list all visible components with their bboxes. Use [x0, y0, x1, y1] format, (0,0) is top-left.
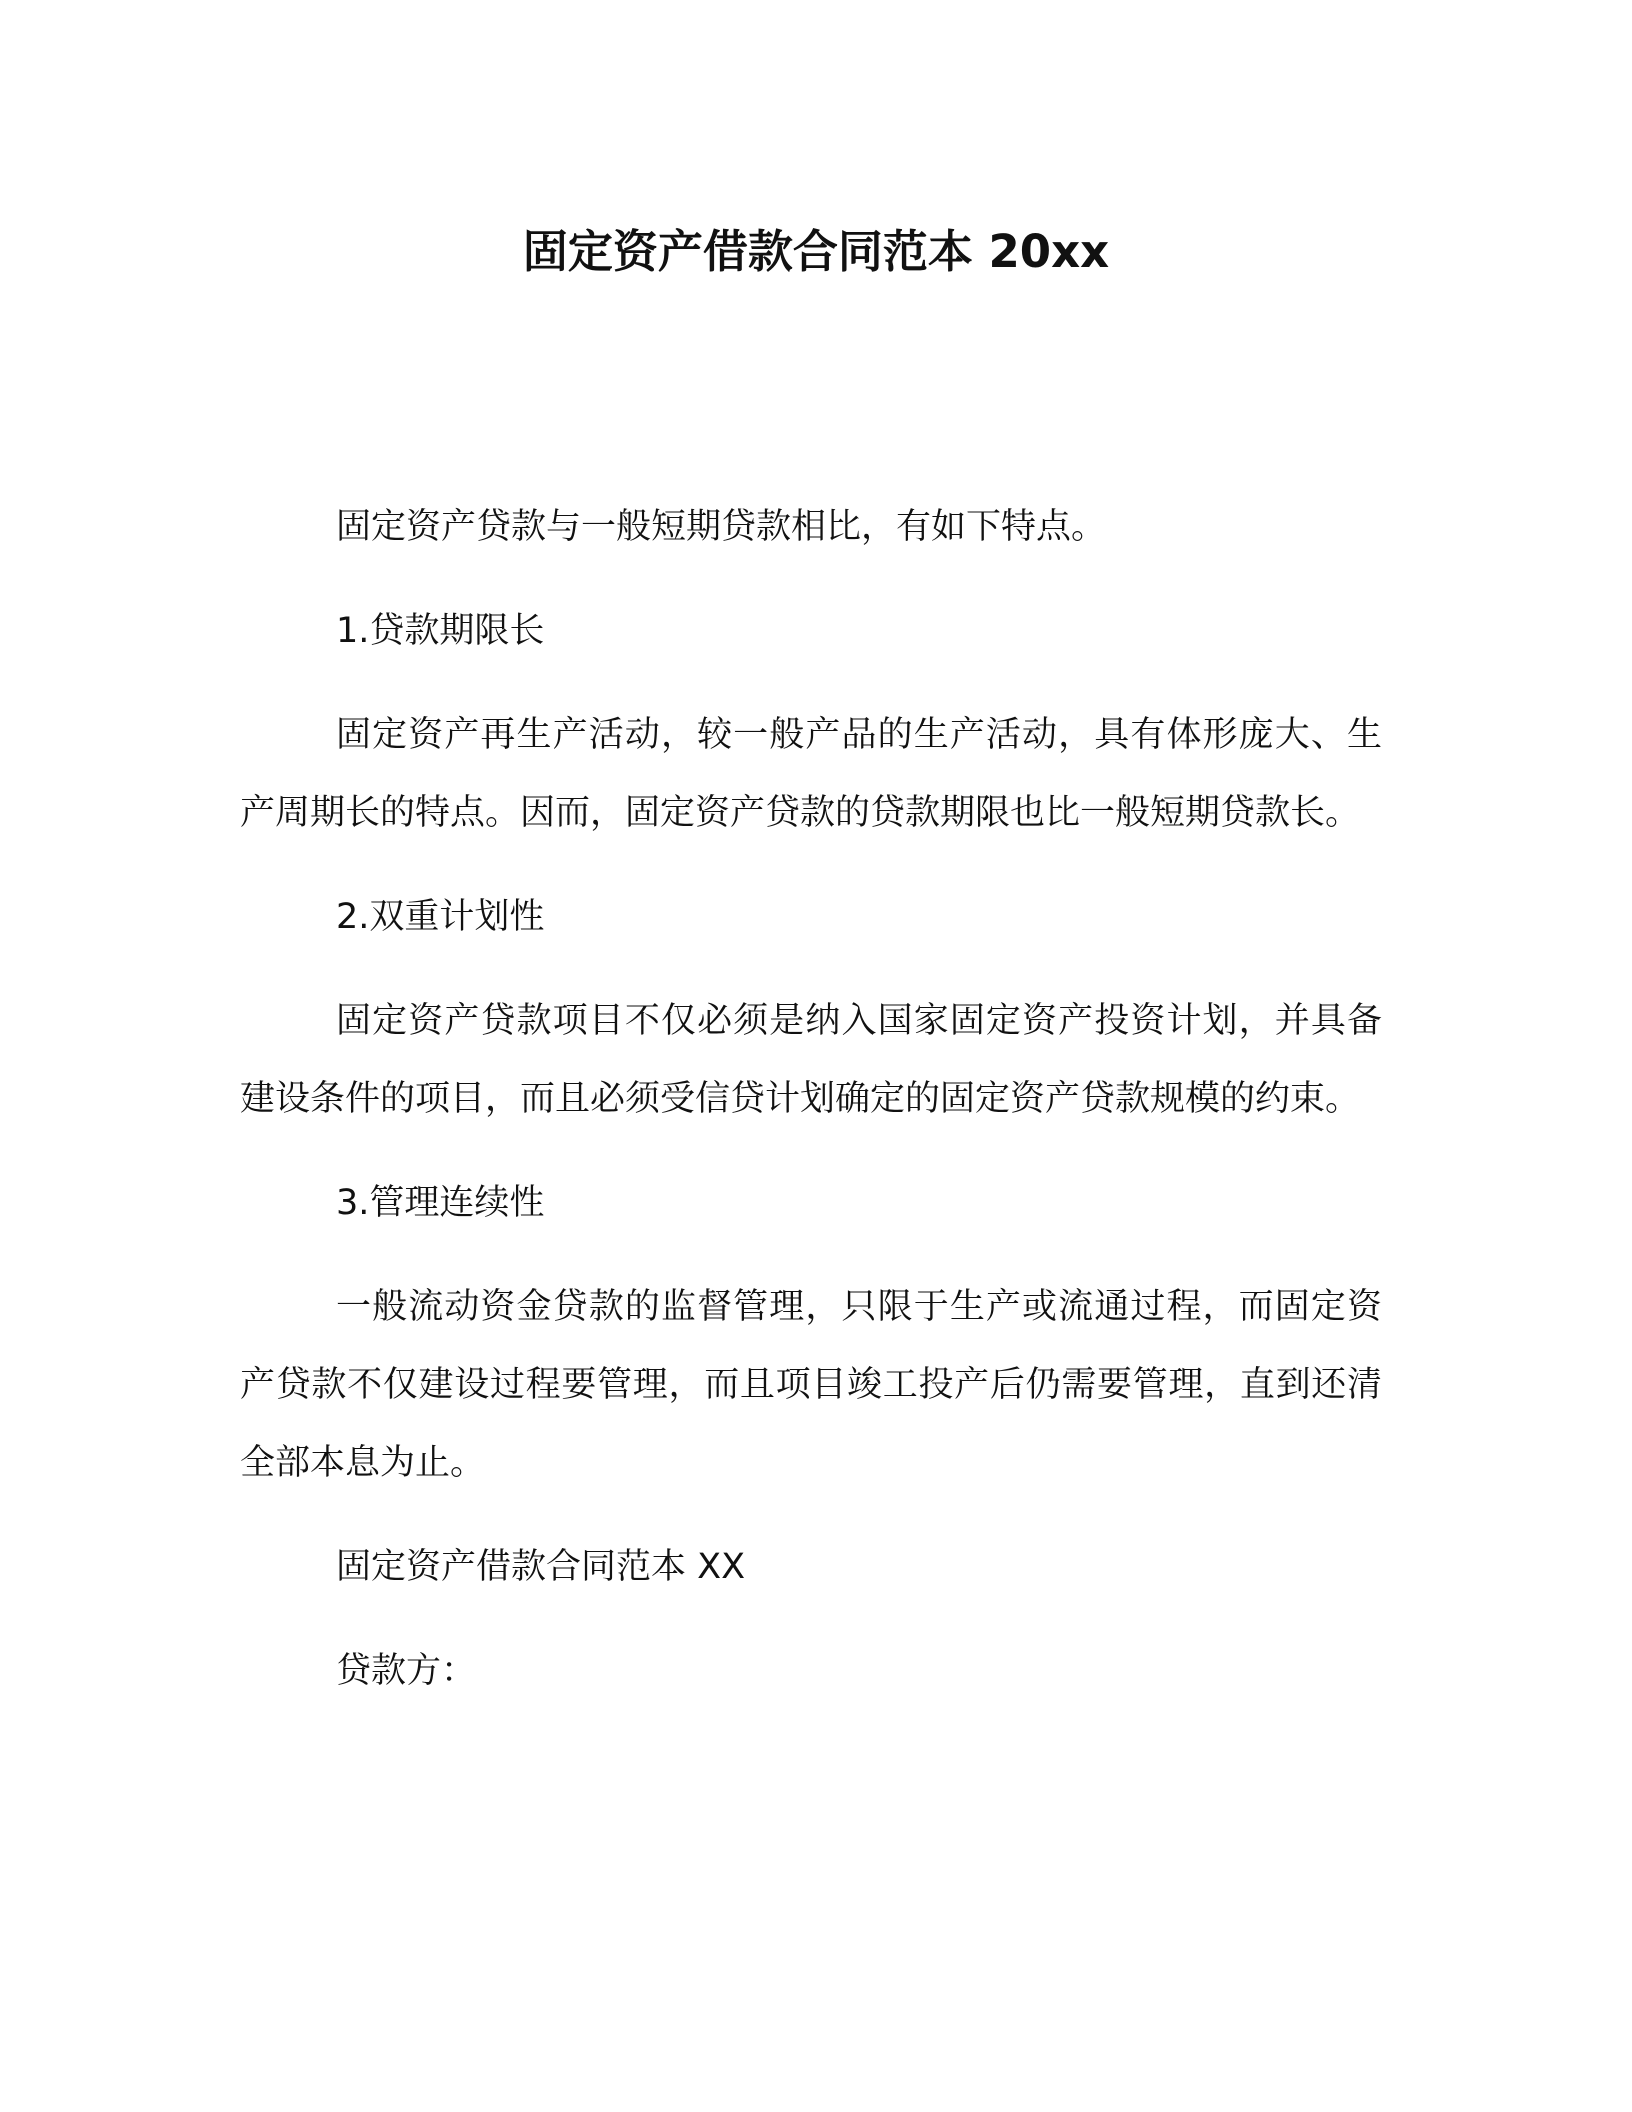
document-title: 固定资产借款合同范本 20xx — [522, 225, 1110, 278]
heading-dual-planning: 2.双重计划性 — [336, 897, 545, 937]
heading-loan-term: 1.贷款期限长 — [336, 611, 545, 651]
paragraph-loan-term: 固定资产再生产活动，较一般产品的生产活动，具有体形庞大、生产周期长的特点。因而，固定资产贷款的贷款期限也比一般短期贷款长。 — [240, 715, 1382, 833]
contract-subtitle: 固定资产借款合同范本 XX — [336, 1547, 746, 1587]
heading-management-continuity: 3.管理连续性 — [336, 1183, 545, 1223]
paragraph-intro: 固定资产贷款与一般短期贷款相比，有如下特点。 — [336, 507, 1107, 547]
paragraph-management-continuity: 一般流动资金贷款的监督管理，只限于生产或流通过程，而固定资产贷款不仅建设过程要管理，而且项目竣工投产后仍需要管理，直到还清全部本息为止。 — [240, 1287, 1382, 1483]
lender-label: 贷款方： — [336, 1651, 477, 1691]
paragraph-dual-planning: 固定资产贷款项目不仅必须是纳入国家固定资产投资计划，并具备建设条件的项目，而且必须受信贷计划确定的固定资产贷款规模的约束。 — [240, 1001, 1382, 1119]
document-body — [240, 488, 1382, 1736]
